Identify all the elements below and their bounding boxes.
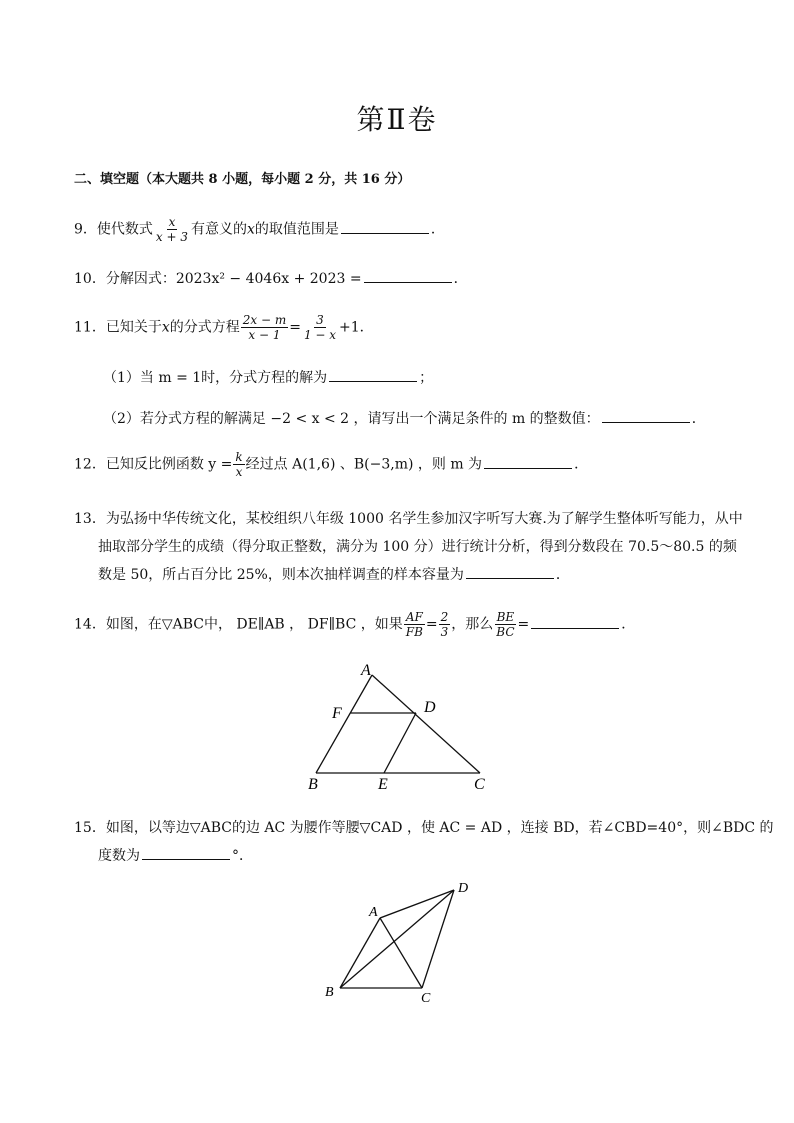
punctuation: °． bbox=[232, 848, 253, 864]
segment-ab bbox=[340, 918, 380, 988]
point-label-d: D bbox=[424, 699, 436, 716]
question-text: 有意义的 bbox=[191, 221, 248, 238]
variable: x bbox=[247, 221, 255, 238]
question-text: 抽取部分学生的成绩（得分取正整数，满分为 100 分）进行统计分析，得到分数段在 70.5～80.5 的频 bbox=[98, 539, 737, 555]
point-label-a: A bbox=[369, 905, 378, 920]
point-label-b: B bbox=[308, 776, 318, 793]
point-label-e: E bbox=[378, 776, 388, 793]
question-9 bbox=[74, 215, 445, 244]
question-11-part-2 bbox=[103, 408, 706, 428]
answer-blank[interactable] bbox=[329, 367, 417, 382]
fraction bbox=[404, 610, 425, 639]
section-heading: 二、填空题（本大题共 8 小题，每小题 2 分，共 16 分） bbox=[74, 172, 411, 187]
question-14 bbox=[74, 610, 635, 639]
equals-sign: = bbox=[517, 616, 530, 633]
question-text: 已知反比例函数 y = bbox=[105, 456, 233, 473]
answer-blank[interactable] bbox=[602, 408, 690, 423]
triangle-figure-14 bbox=[300, 655, 500, 795]
question-number: 10． bbox=[74, 271, 106, 287]
fraction bbox=[154, 215, 190, 244]
question-15-line-1 bbox=[74, 817, 774, 837]
punctuation: ． bbox=[453, 271, 468, 287]
question-text: ，那么 bbox=[451, 616, 494, 633]
point-label-a: A bbox=[361, 662, 371, 679]
answer-blank[interactable] bbox=[364, 268, 452, 283]
fraction-denominator: x + 3 bbox=[155, 230, 189, 244]
question-text: 的取值范围是 bbox=[254, 221, 339, 238]
variable: x bbox=[161, 319, 170, 336]
question-number: 14． bbox=[74, 616, 106, 633]
question-number: 11． bbox=[74, 319, 106, 336]
quadrilateral-figure-15 bbox=[320, 878, 480, 1008]
segment-ad bbox=[380, 890, 454, 918]
page-title: 第Ⅱ卷 bbox=[356, 103, 438, 136]
fraction-denominator: BC bbox=[496, 625, 515, 639]
answer-blank[interactable] bbox=[341, 219, 429, 234]
question-text: 已知关于 bbox=[105, 319, 162, 336]
question-number: 13． bbox=[74, 511, 106, 527]
question-text: +1． bbox=[339, 319, 374, 336]
question-10 bbox=[74, 268, 468, 288]
question-number: 9． bbox=[74, 221, 97, 238]
answer-blank[interactable] bbox=[484, 454, 572, 469]
punctuation: ． bbox=[691, 411, 706, 427]
fraction-denominator: x − 1 bbox=[248, 328, 281, 342]
fraction-denominator: FB bbox=[405, 625, 423, 639]
segment-de bbox=[384, 713, 416, 773]
fraction-numerator: AF bbox=[405, 610, 423, 624]
question-number: 15． bbox=[74, 820, 106, 836]
segment-ab bbox=[316, 675, 372, 773]
question-text: 如图，以等边▽ABC的边 AC 为腰作等腰▽CAD ，使 AC = AD ，连接 BD，若∠CBD=40°，则∠BDC 的 bbox=[105, 820, 774, 836]
question-text: （1）当 m = 1时，分式方程的解为 bbox=[103, 370, 328, 386]
question-text: 的分式方程 bbox=[169, 319, 240, 336]
punctuation: ． bbox=[574, 456, 589, 473]
point-label-c: C bbox=[474, 776, 485, 793]
fraction bbox=[494, 610, 516, 639]
equals-sign: = bbox=[425, 616, 438, 633]
question-number: 12． bbox=[74, 456, 106, 473]
fraction bbox=[439, 610, 451, 639]
point-label-c: C bbox=[421, 991, 431, 1006]
fraction-numerator: 2 bbox=[440, 610, 449, 624]
question-12 bbox=[74, 450, 588, 479]
question-text: 数是 50，所占百分比 25%，则本次抽样调查的样本容量为 bbox=[98, 567, 464, 583]
punctuation: ． bbox=[555, 567, 570, 583]
fraction-numerator: 2x − m bbox=[242, 313, 287, 327]
question-11-part-1 bbox=[103, 367, 433, 387]
fraction-numerator: x bbox=[168, 215, 176, 229]
question-text: 分解因式：2023x² − 4046x + 2023 = bbox=[105, 271, 362, 287]
fraction-numerator: BE bbox=[496, 610, 515, 624]
point-label-d: D bbox=[458, 881, 469, 896]
fraction-denominator: x bbox=[235, 465, 243, 479]
question-13-line-1 bbox=[74, 508, 743, 528]
question-text: 度数为 bbox=[98, 848, 140, 864]
point-label-f: F bbox=[332, 705, 342, 722]
segment-ac bbox=[372, 675, 480, 773]
question-text: 使代数式 bbox=[96, 221, 153, 238]
question-13-line-3 bbox=[98, 564, 570, 584]
fraction bbox=[241, 313, 288, 342]
fraction-numerator: k bbox=[235, 450, 243, 464]
question-11 bbox=[74, 313, 374, 342]
fraction bbox=[302, 313, 338, 342]
question-text: 经过点 A(1,6) 、B(−3,m) ，则 m 为 bbox=[245, 456, 483, 473]
segment-cd bbox=[422, 890, 454, 988]
answer-blank[interactable] bbox=[466, 564, 554, 579]
question-text: 为弘扬中华传统文化，某校组织八年级 1000 名学生参加汉字听写大赛.为了解学生整体听写能力，从中 bbox=[105, 511, 743, 527]
equals-sign: = bbox=[289, 319, 301, 336]
question-15-line-2 bbox=[98, 845, 253, 865]
question-text: 如图，在▽ABC中， DE∥AB ， DF∥BC ，如果 bbox=[105, 616, 403, 633]
question-text: （2）若分式方程的解满足 −2 < x < 2 ，请写出一个满足条件的 m 的整数值： bbox=[103, 411, 600, 427]
answer-blank[interactable] bbox=[142, 845, 230, 860]
segment-ac bbox=[380, 918, 422, 988]
fraction-numerator: 3 bbox=[316, 313, 324, 327]
question-13-line-2 bbox=[98, 536, 737, 556]
punctuation: ． bbox=[430, 221, 445, 238]
fraction-denominator: 3 bbox=[440, 625, 449, 639]
punctuation: ； bbox=[419, 370, 434, 386]
fraction bbox=[233, 450, 244, 479]
fraction-denominator: 1 − x bbox=[303, 328, 337, 342]
punctuation: ． bbox=[621, 616, 636, 633]
segment-bd bbox=[340, 890, 454, 988]
answer-blank[interactable] bbox=[531, 614, 619, 629]
point-label-b: B bbox=[325, 985, 334, 1000]
